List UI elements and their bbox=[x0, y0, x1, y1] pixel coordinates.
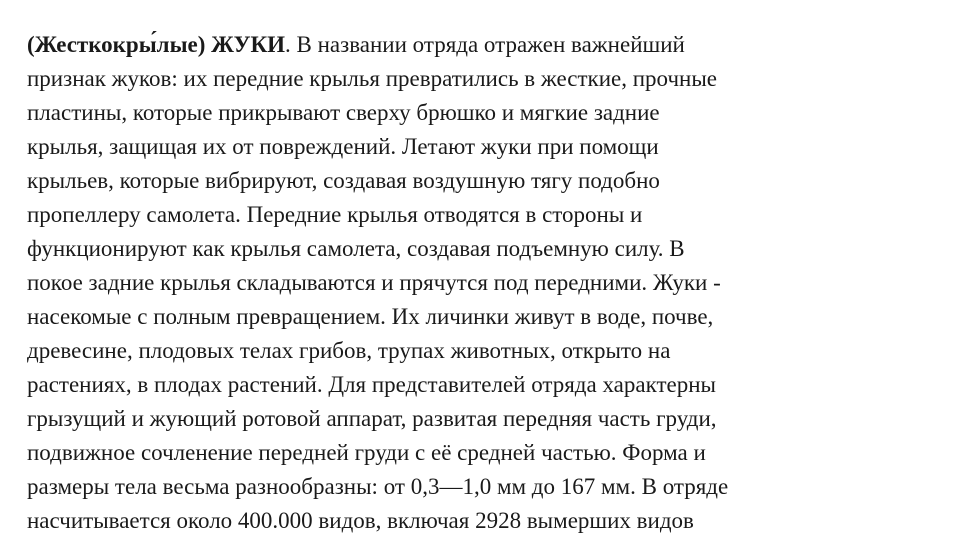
text-line: насекомые с полным превращением. Их личинки живут в воде, почве, bbox=[27, 304, 714, 329]
text-line: крыльев, которые вибрируют, создавая воздушную тягу подобно bbox=[27, 168, 660, 193]
text-line: пластины, которые прикрывают сверху брюшко и мягкие задние bbox=[27, 100, 660, 125]
text-line: подвижное сочленение передней груди с её средней частью. Форма и bbox=[27, 440, 706, 465]
text-line: покое задние крылья складываются и прячутся под передними. Жуки - bbox=[27, 270, 721, 295]
text-line: признак жуков: их передние крылья превратились в жесткие, прочные bbox=[27, 66, 717, 91]
body-text bbox=[27, 28, 947, 538]
text-line: растениях, в плодах растений. Для представителей отряда характерны bbox=[27, 372, 716, 397]
text-line: насчитывается около 400.000 видов, включая 2928 вымерших видов bbox=[27, 508, 694, 533]
text-line: пропеллеру самолета. Передние крылья отводятся в стороны и bbox=[27, 202, 643, 227]
heading: (Жесткокры́лые) ЖУКИ bbox=[27, 32, 286, 57]
text-line: грызущий и жующий ротовой аппарат, развитая передняя часть груди, bbox=[27, 406, 717, 431]
text-line bbox=[27, 28, 947, 62]
text-line: функционируют как крылья самолета, создавая подъемную силу. В bbox=[27, 236, 685, 261]
text-line: древесине, плодовых телах грибов, трупах животных, открыто на bbox=[27, 338, 671, 363]
text-line: крылья, защищая их от повреждений. Летают жуки при помощи bbox=[27, 134, 659, 159]
text-line-content: . В названии отряда отражен важнейший bbox=[285, 32, 685, 57]
text-line: размеры тела весьма разнообразны: от 0,3—1,0 мм до 167 мм. В отряде bbox=[27, 474, 729, 499]
